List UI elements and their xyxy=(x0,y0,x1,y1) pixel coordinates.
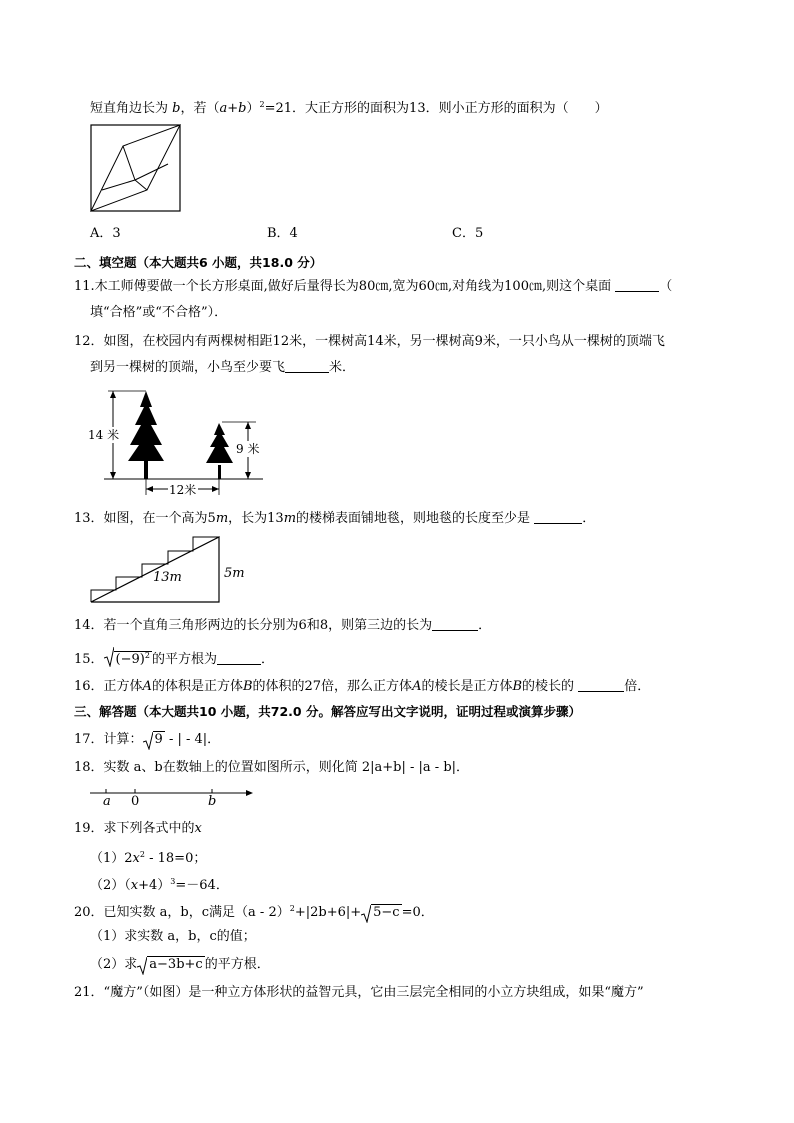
stair-height-label: 5m xyxy=(224,566,245,581)
q10-option-a: A．3 xyxy=(90,226,121,241)
q11-line1: 11.木工师傅要做一个长方形桌面,做好后量得长为80㎝,宽为60㎝,对角线为100㎝,则这个桌面 （ xyxy=(74,279,673,294)
q13-line: 13．如图，在一个高为5m，长为13m的楼梯表面铺地毯，则地毯的长度至少是 ． xyxy=(74,511,596,526)
q21-line: 21．“魔方”（如图）是一种立方体形状的益智元具，它由三层完全相同的小立方块组成，如果“魔方” xyxy=(74,985,644,1000)
tall-tree-height-label: 14 米 xyxy=(88,428,120,442)
number-line-label-b: b xyxy=(208,794,217,809)
tall-tree xyxy=(128,391,164,479)
sqrt-symbol: 5−c xyxy=(361,904,401,922)
section3-heading: 三、解答题（本大题共10 小题，共72.0 分。解答应写出文字说明，证明过程或演算步骤） xyxy=(74,704,581,719)
number-line-label-0: 0 xyxy=(131,794,140,809)
q20-title: 20．已知实数 a，b，c满足（a - 2）$^2$+|2b+6|+ 5−c =0． xyxy=(74,904,434,920)
number-line-figure xyxy=(90,786,254,800)
number-line-label-a: a xyxy=(103,794,111,809)
q18-line: 18．实数 a、b在数轴上的位置如图所示，则化简 2|a+b| - |a - b|． xyxy=(74,760,470,775)
q12-line2: 到另一棵树的顶端，小鸟至少要飞 米． xyxy=(90,360,356,375)
q10-option-c: C．5 xyxy=(452,226,484,241)
sqrt-symbol: a−3b+c xyxy=(137,956,204,974)
q11-line2: 填“合格”或“不合格”）． xyxy=(90,305,228,320)
q10-line: 短直角边长为 b，若$(a+b)^2=21$．大正方形的面积为13．则小正方形的面积为（ ） xyxy=(90,100,608,116)
stair-hypotenuse-label: 13m xyxy=(153,570,182,585)
q10-option-b: B．4 xyxy=(267,226,298,241)
q19-title: 19．求下列各式中的x xyxy=(74,821,202,836)
q14-line: 14．若一个直角三角形两边的长分别为6和8，则第三边的长为 ． xyxy=(74,618,492,633)
q20-part2: （2）求 a−3b+c 的平方根． xyxy=(90,957,270,972)
q20-part1: （1）求实数 a，b，c的值； xyxy=(90,929,256,944)
short-tree xyxy=(206,423,233,479)
pythagoras-square-figure xyxy=(90,124,182,212)
short-tree-height-label: 9 米 xyxy=(236,442,260,456)
section2-heading: 二、填空题（本大题共6 小题，共18.0 分） xyxy=(74,255,323,270)
q12-line1: 12．如图，在校园内有两棵树相距12米，一棵树高14米，另一棵树高9米，一只小鸟从一棵树的顶端飞 xyxy=(74,334,665,349)
q15-line: 15． $(-9)^2$ 的平方根为 ． xyxy=(74,646,274,670)
q19-part1: $(1)2x^2 - 18=0$； xyxy=(90,850,207,866)
tree-distance-label: 12米 xyxy=(169,483,197,497)
q17-line: 17．计算： 9 - | - 4|． xyxy=(74,732,221,747)
q16-line: 16．正方体A的体积是正方体B的体积的27倍，那么正方体A的棱长是正方体B的棱长的 倍． xyxy=(74,679,651,694)
sqrt-symbol: 9 xyxy=(143,731,165,749)
sqrt-symbol: $(-9)^2$ xyxy=(104,646,152,670)
q19-part2: $(2)(x+4)^3=-64$． xyxy=(90,877,229,893)
